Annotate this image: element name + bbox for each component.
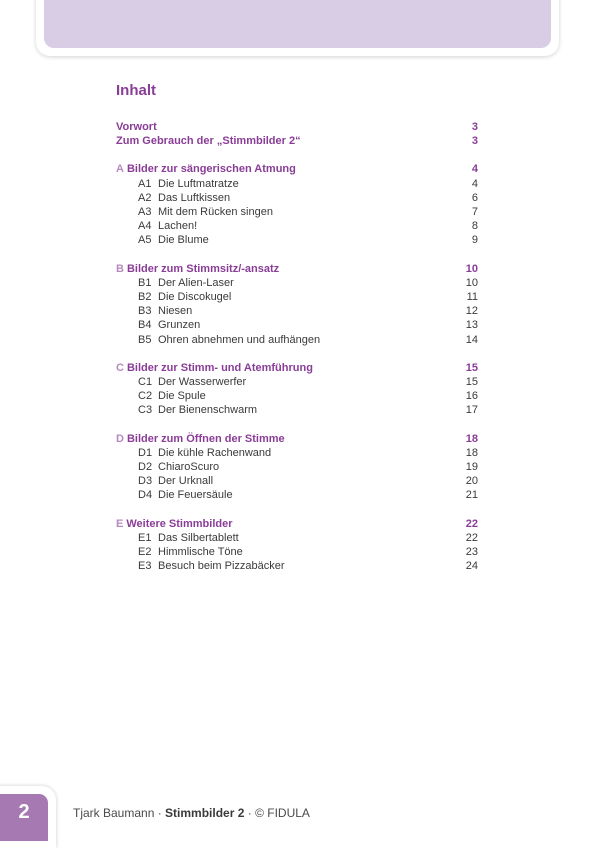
- toc-item-title: Mit dem Rücken singen: [158, 206, 273, 219]
- toc-entry[interactable]: [116, 120, 478, 134]
- toc-section-letter: D: [116, 432, 124, 445]
- toc-item-code: B3: [138, 305, 152, 318]
- toc-section[interactable]: [116, 262, 478, 276]
- toc-item-code: A4: [138, 220, 152, 233]
- toc-item-page: 23: [465, 546, 478, 559]
- toc-item-label: [138, 488, 233, 502]
- toc-item-title: Der Alien-Laser: [158, 276, 234, 289]
- header-band: [44, 0, 551, 48]
- toc-item-code: D4: [138, 489, 153, 502]
- toc-item-code: B4: [138, 319, 152, 332]
- toc-item-title: Die Spule: [158, 390, 206, 403]
- toc-item[interactable]: [116, 290, 478, 304]
- toc-item-page: 24: [465, 560, 478, 573]
- toc-item[interactable]: [116, 205, 478, 219]
- toc-item-code: B2: [138, 291, 152, 304]
- toc-section-title: Weitere Stimmbilder: [126, 517, 233, 530]
- toc-item-label: [138, 304, 192, 318]
- toc-item-code: D1: [138, 446, 153, 459]
- toc-item-code: D2: [138, 461, 153, 474]
- toc-item-title: Das Luftkissen: [158, 191, 231, 204]
- toc-item[interactable]: [116, 474, 478, 488]
- toc-section-page: 18: [465, 432, 478, 445]
- toc-entry[interactable]: [116, 134, 478, 148]
- toc-item-title: Grunzen: [158, 319, 201, 332]
- toc-item-title: Der Bienenschwarm: [158, 404, 258, 417]
- toc-item[interactable]: [116, 304, 478, 318]
- toc-section-letter: B: [116, 262, 124, 275]
- toc-item-title: Lachen!: [158, 220, 198, 233]
- toc-section[interactable]: [116, 432, 478, 446]
- toc-item-label: [138, 375, 246, 389]
- toc-entry-title: Vorwort: [116, 121, 157, 133]
- toc-section[interactable]: [116, 517, 478, 531]
- toc-item-label: [138, 290, 231, 304]
- toc-item-title: Die Blume: [158, 234, 209, 247]
- toc-item-title: Das Silbertablett: [158, 531, 239, 544]
- toc-item-page: 20: [465, 475, 478, 488]
- toc-entry-title: Zum Gebrauch der „Stimmbilder 2“: [116, 135, 301, 148]
- toc-section-title: Bilder zur Stimm- und Atemführung: [126, 361, 313, 374]
- toc-section-title: Bilder zum Öffnen der Stimme: [126, 432, 285, 445]
- toc-item-page: 13: [465, 319, 478, 332]
- toc-item-label: [138, 446, 271, 460]
- toc-item-page: 22: [465, 531, 478, 544]
- toc-item[interactable]: [116, 191, 478, 205]
- toc-item[interactable]: [116, 318, 478, 332]
- toc-item-title: Ohren abnehmen und aufhängen: [158, 333, 321, 346]
- toc-item-title: Besuch beim Pizzabäcker: [158, 560, 285, 573]
- toc-item-label: [138, 219, 197, 233]
- toc-item[interactable]: [116, 375, 478, 389]
- toc-section[interactable]: [116, 361, 478, 375]
- toc-item-page: 7: [471, 206, 478, 219]
- toc-item-page: 19: [465, 461, 478, 474]
- toc-section-letter: E: [116, 517, 124, 530]
- toc-item-code: E1: [138, 531, 152, 544]
- toc-item-code: E2: [138, 546, 152, 559]
- toc-section[interactable]: [116, 162, 478, 176]
- toc-item-page: 6: [471, 191, 478, 204]
- toc-item[interactable]: [116, 446, 478, 460]
- toc-item-title: Die Feuersäule: [158, 489, 233, 502]
- toc-section-title: Bilder zum Stimmsitz/-ansatz: [126, 262, 280, 275]
- toc-item[interactable]: [116, 177, 478, 191]
- toc-item-title: Die Luftmatratze: [158, 177, 239, 190]
- toc-section-label: [116, 262, 279, 276]
- toc-item-page: 21: [465, 489, 478, 502]
- toc-item-title: Die kühle Rachenwand: [158, 446, 272, 459]
- toc-item[interactable]: [116, 219, 478, 233]
- toc-item-code: A2: [138, 191, 152, 204]
- toc-item-label: [138, 205, 273, 219]
- toc-item-title: Der Urknall: [158, 475, 214, 488]
- footer-author: Tjark Baumann ·: [73, 806, 166, 820]
- toc-item-label: [138, 318, 200, 332]
- toc-item-code: A1: [138, 177, 152, 190]
- toc-item-label: [138, 276, 234, 290]
- toc-item-page: 15: [465, 376, 478, 389]
- toc-item[interactable]: [116, 276, 478, 290]
- toc-item-code: A5: [138, 234, 152, 247]
- toc-item[interactable]: [116, 460, 478, 474]
- toc-item-page: 10: [465, 276, 478, 289]
- toc-item[interactable]: [116, 545, 478, 559]
- toc-section-title: Bilder zur sängerischen Atmung: [126, 163, 296, 176]
- toc-item-page: 16: [465, 390, 478, 403]
- toc-item-label: [138, 545, 243, 559]
- table-of-contents: [116, 120, 478, 573]
- toc-item-page: 9: [471, 234, 478, 247]
- toc-item-label: [138, 460, 219, 474]
- footer-credit: [73, 806, 310, 820]
- toc-section-page: 22: [465, 517, 478, 530]
- toc-section-label: [116, 162, 296, 176]
- page-number: 2: [18, 801, 30, 823]
- toc-item-code: B1: [138, 276, 152, 289]
- toc-item-label: [138, 559, 285, 573]
- toc-section-page: 15: [465, 361, 478, 374]
- toc-item-title: Himmlische Töne: [158, 546, 243, 559]
- toc-item-page: 14: [465, 333, 478, 346]
- toc-item[interactable]: [116, 488, 478, 502]
- toc-item-code: C2: [138, 390, 153, 403]
- toc-item-code: A3: [138, 206, 152, 219]
- toc-item-label: [138, 333, 320, 347]
- toc-section-page: 10: [465, 262, 478, 275]
- toc-item-title: Der Wasserwerfer: [158, 376, 247, 389]
- toc-entry-page: 3: [471, 135, 478, 148]
- toc-item-page: 12: [465, 305, 478, 318]
- toc-section-letter: C: [116, 361, 124, 374]
- toc-item[interactable]: [116, 233, 478, 247]
- toc-section-label: [116, 432, 285, 446]
- toc-item-title: ChiaroScuro: [158, 461, 220, 474]
- toc-item-label: [138, 474, 213, 488]
- toc-section-label: [116, 361, 313, 375]
- toc-heading: Inhalt: [116, 82, 156, 99]
- toc-item-page: 4: [471, 177, 478, 190]
- toc-item-code: C3: [138, 404, 153, 417]
- toc-item-page: 17: [465, 404, 478, 417]
- toc-item-title: Die Discokugel: [158, 291, 232, 304]
- toc-item-code: E3: [138, 560, 152, 573]
- toc-section-letter: A: [116, 163, 124, 176]
- toc-item-page: 18: [465, 446, 478, 459]
- toc-item[interactable]: [116, 559, 478, 573]
- toc-item-page: 11: [466, 291, 478, 304]
- toc-item[interactable]: [116, 389, 478, 403]
- toc-item[interactable]: [116, 333, 478, 347]
- toc-item-label: [138, 403, 257, 417]
- toc-item-label: [138, 531, 239, 545]
- toc-section-page: 4: [471, 163, 478, 176]
- toc-item-label: [138, 191, 230, 205]
- toc-item-code: B5: [138, 333, 152, 346]
- toc-item[interactable]: [116, 403, 478, 417]
- toc-item-label: [138, 177, 239, 191]
- toc-section-label: [116, 517, 233, 531]
- toc-item[interactable]: [116, 531, 478, 545]
- toc-item-label: [138, 233, 209, 247]
- toc-item-code: C1: [138, 376, 153, 389]
- toc-entry-page: 3: [471, 121, 478, 133]
- toc-item-title: Niesen: [158, 305, 193, 318]
- footer-publisher: · © FIDULA: [244, 806, 310, 820]
- footer-book-title: Stimmbilder 2: [165, 806, 245, 820]
- toc-item-label: [138, 389, 206, 403]
- toc-item-page: 8: [471, 220, 478, 233]
- toc-item-code: D3: [138, 475, 153, 488]
